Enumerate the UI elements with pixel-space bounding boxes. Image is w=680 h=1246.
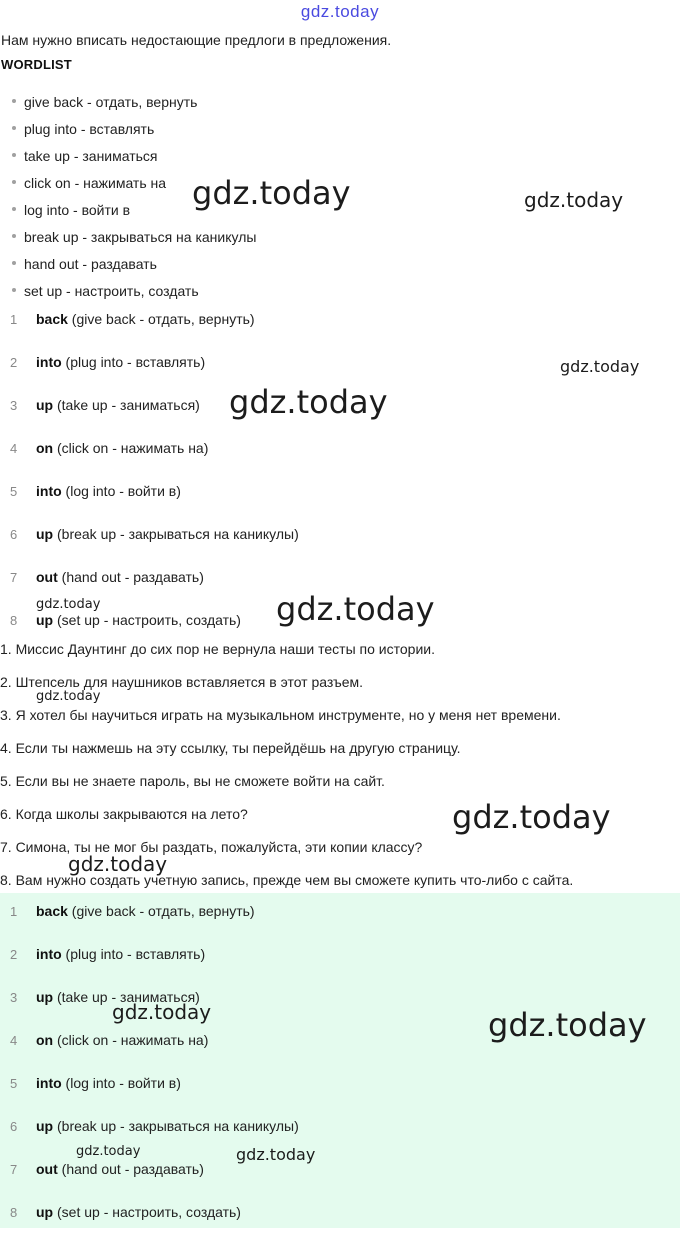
wordlist-item: set up - настроить, создать xyxy=(12,282,256,309)
watermark: gdz.today xyxy=(524,188,624,212)
answer-item: 4 on (click on - нажимать на) xyxy=(10,1032,209,1048)
sentence-item: 2. Штепсель для наушников вставляется в этот разъем. xyxy=(0,674,364,690)
wordlist-item: hand out - раздавать xyxy=(12,255,256,282)
answer-item: 2 into (plug into - вставлять) xyxy=(10,354,206,370)
answer-item: 6 up (break up - закрываться на каникулы) xyxy=(10,1118,299,1134)
answer-item: 5 into (log into - войти в) xyxy=(10,483,181,499)
answer-item: 5 into (log into - войти в) xyxy=(10,1075,181,1091)
sentence-item: 8. Вам нужно создать учетную запись, прежде чем вы сможете купить что-либо с сайта. xyxy=(0,872,574,888)
bullet-icon xyxy=(12,180,16,184)
watermark: gdz.today xyxy=(112,1000,212,1024)
watermark: gdz.today xyxy=(229,383,388,421)
watermark: gdz.today xyxy=(236,1145,316,1164)
answer-item: 1 back (give back - отдать, вернуть) xyxy=(10,903,255,919)
watermark: gdz.today xyxy=(276,590,435,628)
wordlist-item: click on - нажимать на xyxy=(12,174,256,201)
wordlist-item: plug into - вставлять xyxy=(12,120,256,147)
bullet-icon xyxy=(12,99,16,103)
answer-item: 8 up (set up - настроить, создать) xyxy=(10,612,241,628)
sentence-item: 1. Миссис Даунтинг до сих пор не вернула наши тесты по истории. xyxy=(0,641,435,657)
answer-item: 1 back (give back - отдать, вернуть) xyxy=(10,311,255,327)
bullet-icon xyxy=(12,234,16,238)
site-logo[interactable]: gdz.today xyxy=(300,2,380,21)
bullet-icon xyxy=(12,288,16,292)
wordlist-item: log into - войти в xyxy=(12,201,256,228)
answer-item: 8 up (set up - настроить, создать) xyxy=(10,1204,241,1220)
answer-item: 6 up (break up - закрываться на каникулы) xyxy=(10,526,299,542)
answer-item: 3 up (take up - заниматься) xyxy=(10,397,200,413)
sentence-item: 6. Когда школы закрываются на лето? xyxy=(0,806,248,822)
sentence-item: 5. Если вы не знаете пароль, вы не сможете войти на сайт. xyxy=(0,773,385,789)
answer-list-repeat xyxy=(0,902,299,1246)
bullet-icon xyxy=(12,126,16,130)
answer-item: 7 out (hand out - раздавать) xyxy=(10,1161,204,1177)
wordlist-item: break up - закрываться на каникулы xyxy=(12,228,256,255)
sentence-item: 4. Если ты нажмешь на эту ссылку, ты перейдёшь на другую страницу. xyxy=(0,740,461,756)
answer-item: 3 up (take up - заниматься) xyxy=(10,989,200,1005)
bullet-icon xyxy=(12,153,16,157)
answer-item: 2 into (plug into - вставлять) xyxy=(10,946,206,962)
watermark: gdz.today xyxy=(452,798,611,836)
wordlist-title: WORDLIST xyxy=(1,57,72,72)
watermark: gdz.today xyxy=(192,174,351,212)
watermark: gdz.today xyxy=(488,1006,647,1044)
answer-item: 7 out (hand out - раздавать) xyxy=(10,569,204,585)
bullet-icon xyxy=(12,207,16,211)
watermark: gdz.today xyxy=(68,852,168,876)
sentence-item: 3. Я хотел бы научиться играть на музыкальном инструменте, но у меня нет времени. xyxy=(0,707,561,723)
bullet-icon xyxy=(12,261,16,265)
watermark: gdz.today xyxy=(36,597,101,612)
watermark: gdz.today xyxy=(560,357,640,376)
watermark: gdz.today xyxy=(36,689,101,704)
intro-text: Нам нужно вписать недостающие предлоги в предложения. xyxy=(1,32,392,48)
watermark: gdz.today xyxy=(76,1144,141,1159)
wordlist-item: take up - заниматься xyxy=(12,147,256,174)
sentence-item: 7. Симона, ты не мог бы раздать, пожалуйста, эти копии классу? xyxy=(0,839,423,855)
wordlist-item: give back - отдать, вернуть xyxy=(12,93,256,120)
answer-item: 4 on (click on - нажимать на) xyxy=(10,440,209,456)
